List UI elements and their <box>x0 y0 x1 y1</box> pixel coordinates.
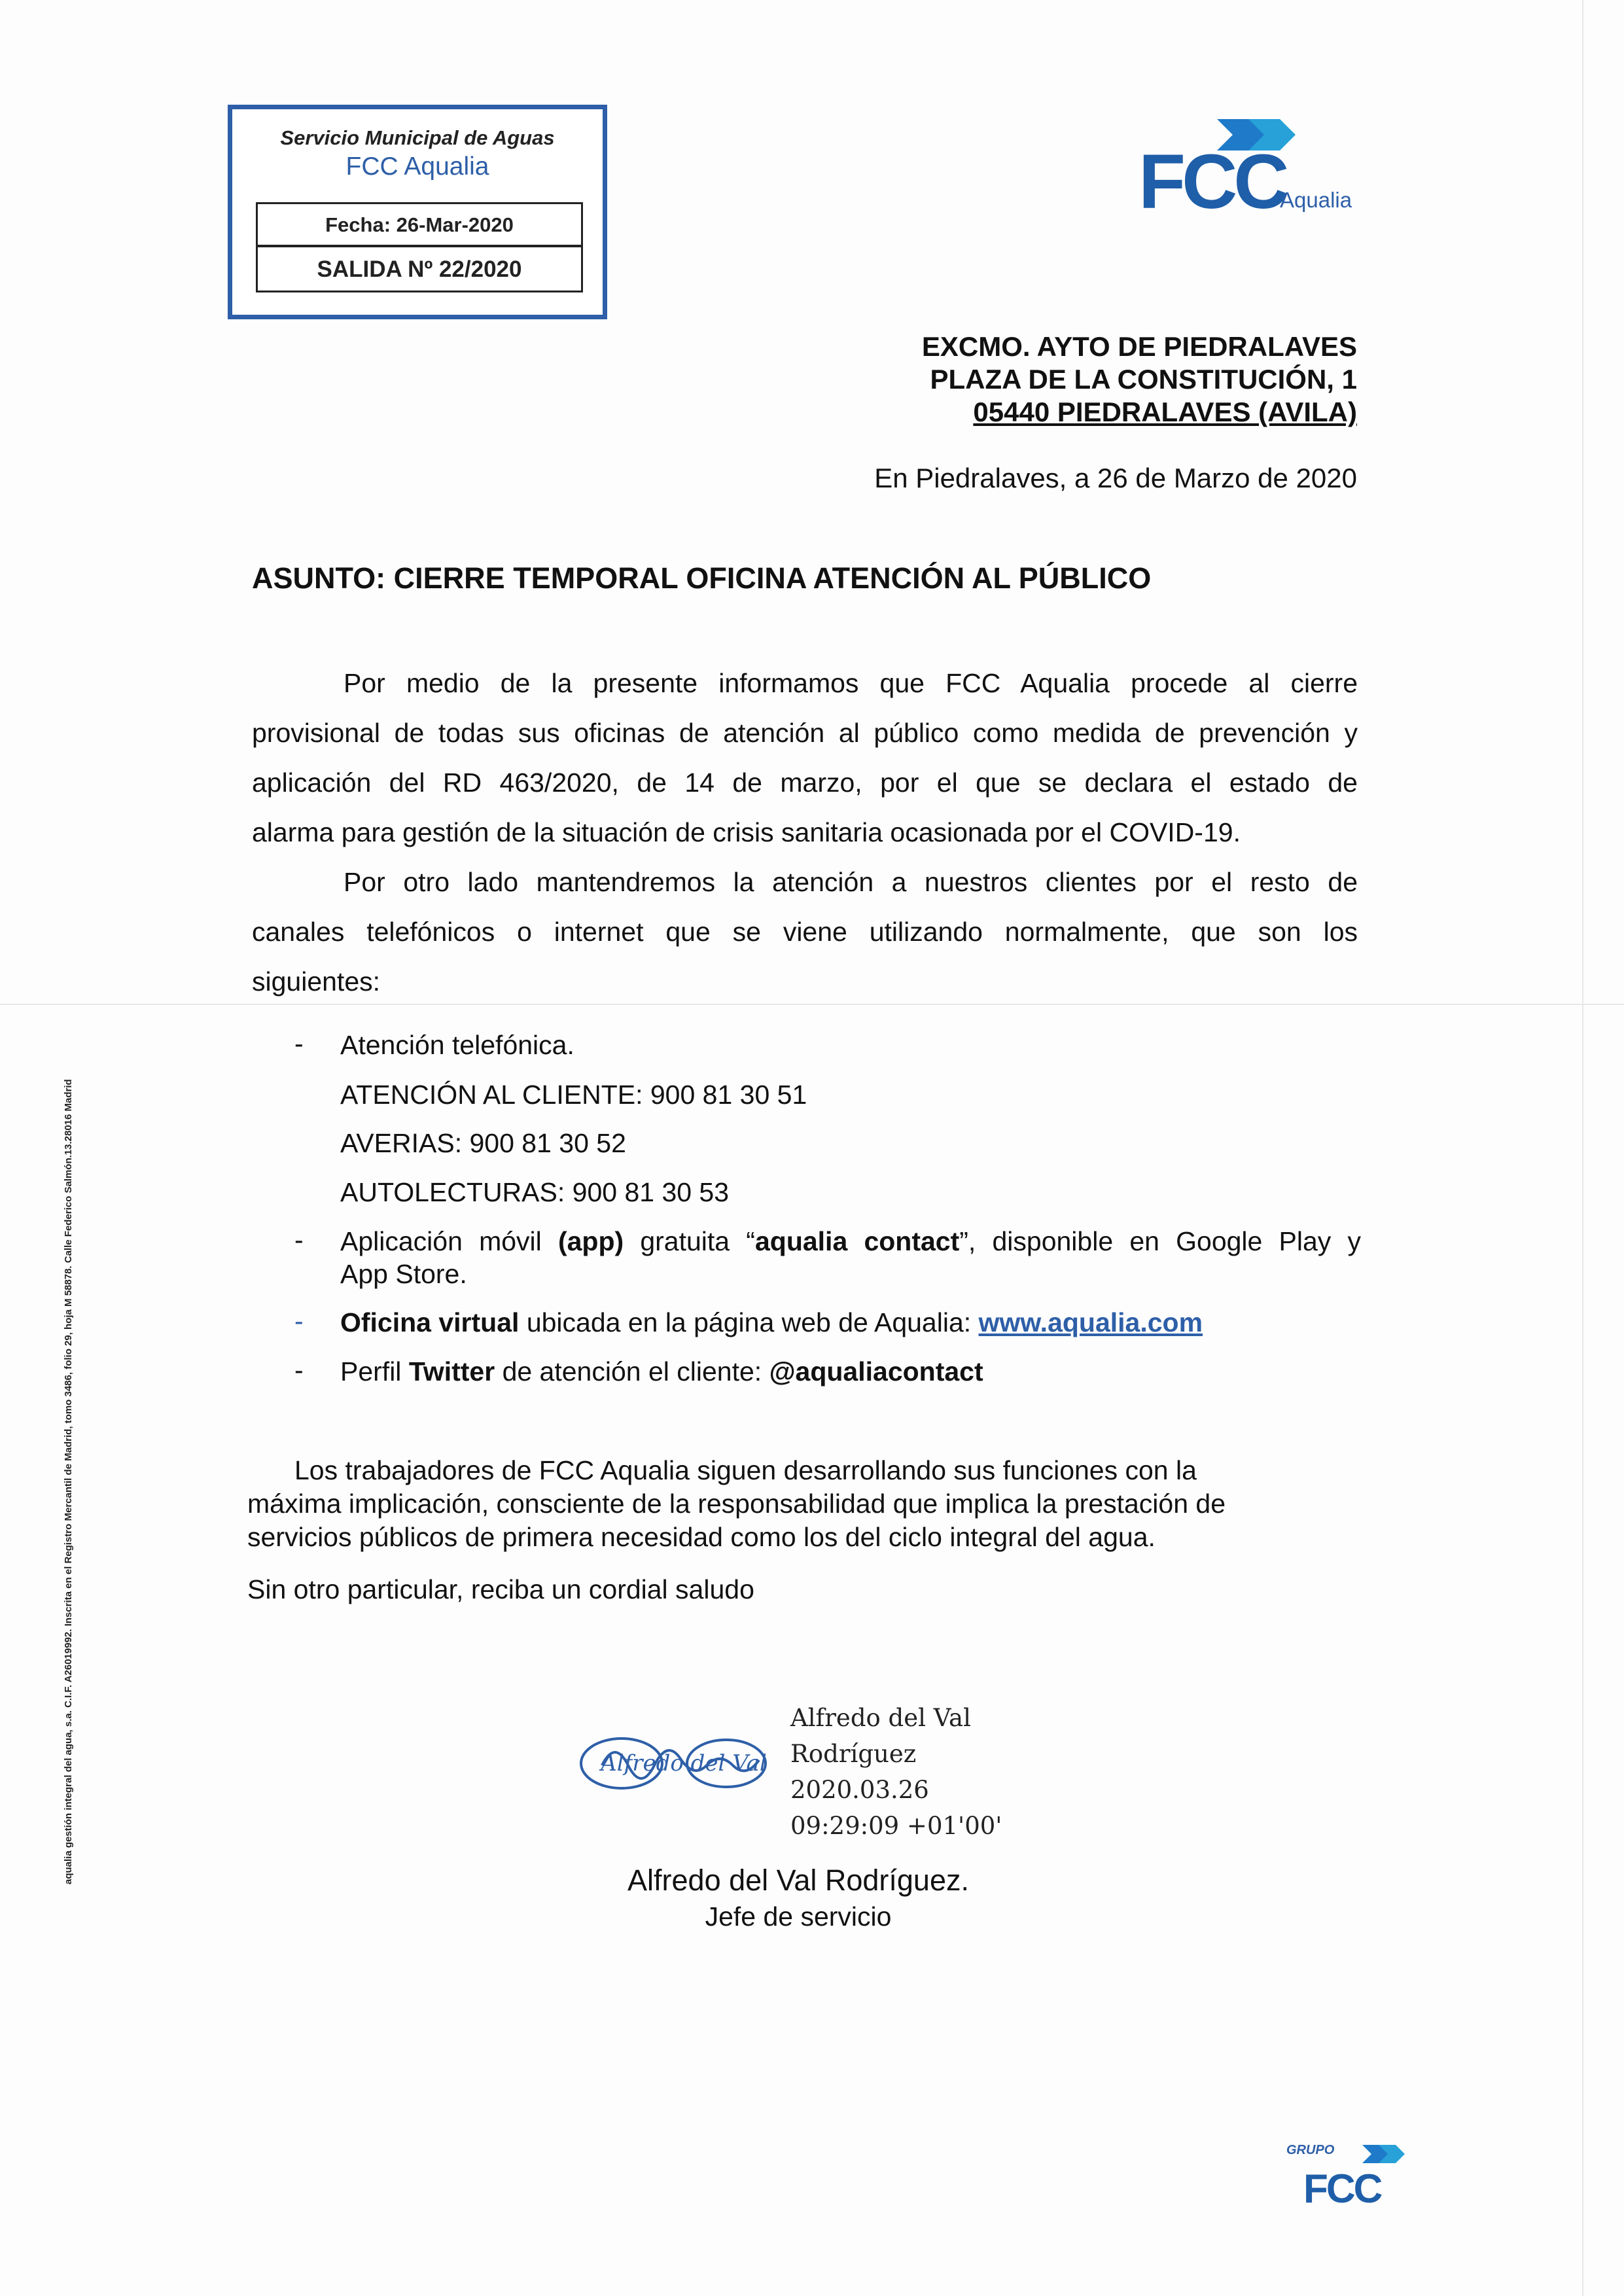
digital-signature-block <box>790 1700 1002 1844</box>
place-date: En Piedralaves, a 26 de Marzo de 2020 <box>874 463 1357 493</box>
list-item-app-cont: App Store. <box>340 1259 467 1289</box>
aqualia-website-link[interactable]: www.aqualia.com <box>978 1307 1203 1337</box>
paragraph-2-line: siguientes: <box>252 966 381 997</box>
list-item-twitter: Perfil Twitter de atención el cliente: @aqualiacontact <box>340 1356 983 1386</box>
registration-stamp <box>228 105 607 319</box>
company-registry-note: aqualia gestión integral del agua, s.a. C.I.F. A26019992. Inscrita en el Registro Mercantil de Madrid, tomo 3486, folio 29, hoja M 58878. Calle Federico Salmón.13.28016 Madrid <box>63 1079 74 1884</box>
paragraph-1 <box>252 658 1358 857</box>
handwritten-signature <box>576 1727 792 1799</box>
logo-aqualia-text: Aqualia <box>1280 188 1352 212</box>
stamp-exit-number: SALIDA Nº 22/2020 <box>256 245 583 292</box>
list-item-phone: Atención telefónica. <box>340 1030 574 1060</box>
grupo-fcc-logo <box>1284 2137 1415 2212</box>
logo-fcc-text: FCC <box>1139 139 1286 222</box>
stamp-organization: Servicio Municipal de Aguas <box>280 126 555 149</box>
recipient-line-1: EXCMO. AYTO DE PIEDRALAVES <box>921 331 1357 362</box>
scan-edge-line <box>1582 0 1583 2296</box>
closing-line: servicios públicos de primera necesidad como los del ciclo integral del agua. <box>247 1522 1156 1552</box>
digital-sig-date: 2020.03.26 <box>790 1776 929 1804</box>
closing-line: máxima implicación, consciente de la responsabilidad que implica la prestación de <box>247 1489 1226 1519</box>
closing-paragraph <box>247 1454 1360 1554</box>
farewell: Sin otro particular, reciba un cordial saludo <box>247 1574 754 1604</box>
digital-sig-name-1: Alfredo del Val <box>790 1704 971 1732</box>
grupo-fcc-text: FCC <box>1303 2166 1381 2212</box>
grupo-text: GRUPO <box>1286 2143 1335 2157</box>
paragraph-1-line: Por medio de la presente informamos que FCC Aqualia procede al cierre <box>344 668 1358 698</box>
paragraph-2 <box>252 857 1358 1006</box>
signer-name: Alfredo del Val Rodríguez. <box>627 1863 969 1897</box>
phone-faults: AVERIAS: 900 81 30 52 <box>340 1128 626 1158</box>
list-item-app: Aplicación móvil (app) gratuita “aqualia contact”, disponible en Google Play y <box>340 1226 1361 1256</box>
list-dash: - <box>294 1225 304 1255</box>
stamp-date: Fecha: 26-Mar-2020 <box>256 202 583 247</box>
stamp-brand: FCC Aqualia <box>345 152 489 181</box>
phone-self-readings: AUTOLECTURAS: 900 81 30 53 <box>340 1177 730 1207</box>
list-dash: - <box>294 1355 304 1385</box>
paragraph-1-line: aplicación del RD 463/2020, de 14 de marzo, por el que se declara el estado de <box>252 768 1358 798</box>
subject-heading: ASUNTO: CIERRE TEMPORAL OFICINA ATENCIÓN AL PÚBLICO <box>252 561 1152 595</box>
recipient-address <box>922 330 1357 429</box>
list-dash: - <box>294 1306 304 1336</box>
digital-sig-name-2: Rodríguez <box>790 1740 917 1768</box>
paragraph-2-line: Por otro lado mantendremos la atención a nuestros clientes por el resto de <box>344 867 1358 897</box>
digital-sig-time: 09:29:09 +01'00' <box>790 1812 1002 1840</box>
recipient-line-2: PLAZA DE LA CONSTITUCIÓN, 1 <box>930 364 1357 395</box>
svg-text:Alfredo del Val: Alfredo del Val <box>601 1750 767 1776</box>
closing-line: Los trabajadores de FCC Aqualia siguen desarrollando sus funciones con la <box>294 1455 1197 1485</box>
list-dash: - <box>294 1029 304 1059</box>
paragraph-1-line: provisional de todas sus oficinas de atención al público como medida de prevención y <box>252 718 1358 748</box>
phone-customer-service: ATENCIÓN AL CLIENTE: 900 81 30 51 <box>340 1080 807 1110</box>
list-item-virtual-office: Oficina virtual ubicada en la página web de Aqualia: www.aqualia.com <box>340 1307 1203 1337</box>
paragraph-2-line: canales telefónicos o internet que se viene utilizando normalmente, que son los <box>252 917 1358 947</box>
signer-role: Jefe de servicio <box>705 1901 892 1932</box>
recipient-line-3: 05440 PIEDRALAVES (AVILA) <box>973 397 1357 427</box>
paragraph-1-line: alarma para gestión de la situación de crisis sanitaria ocasionada por el COVID-19. <box>252 817 1241 847</box>
